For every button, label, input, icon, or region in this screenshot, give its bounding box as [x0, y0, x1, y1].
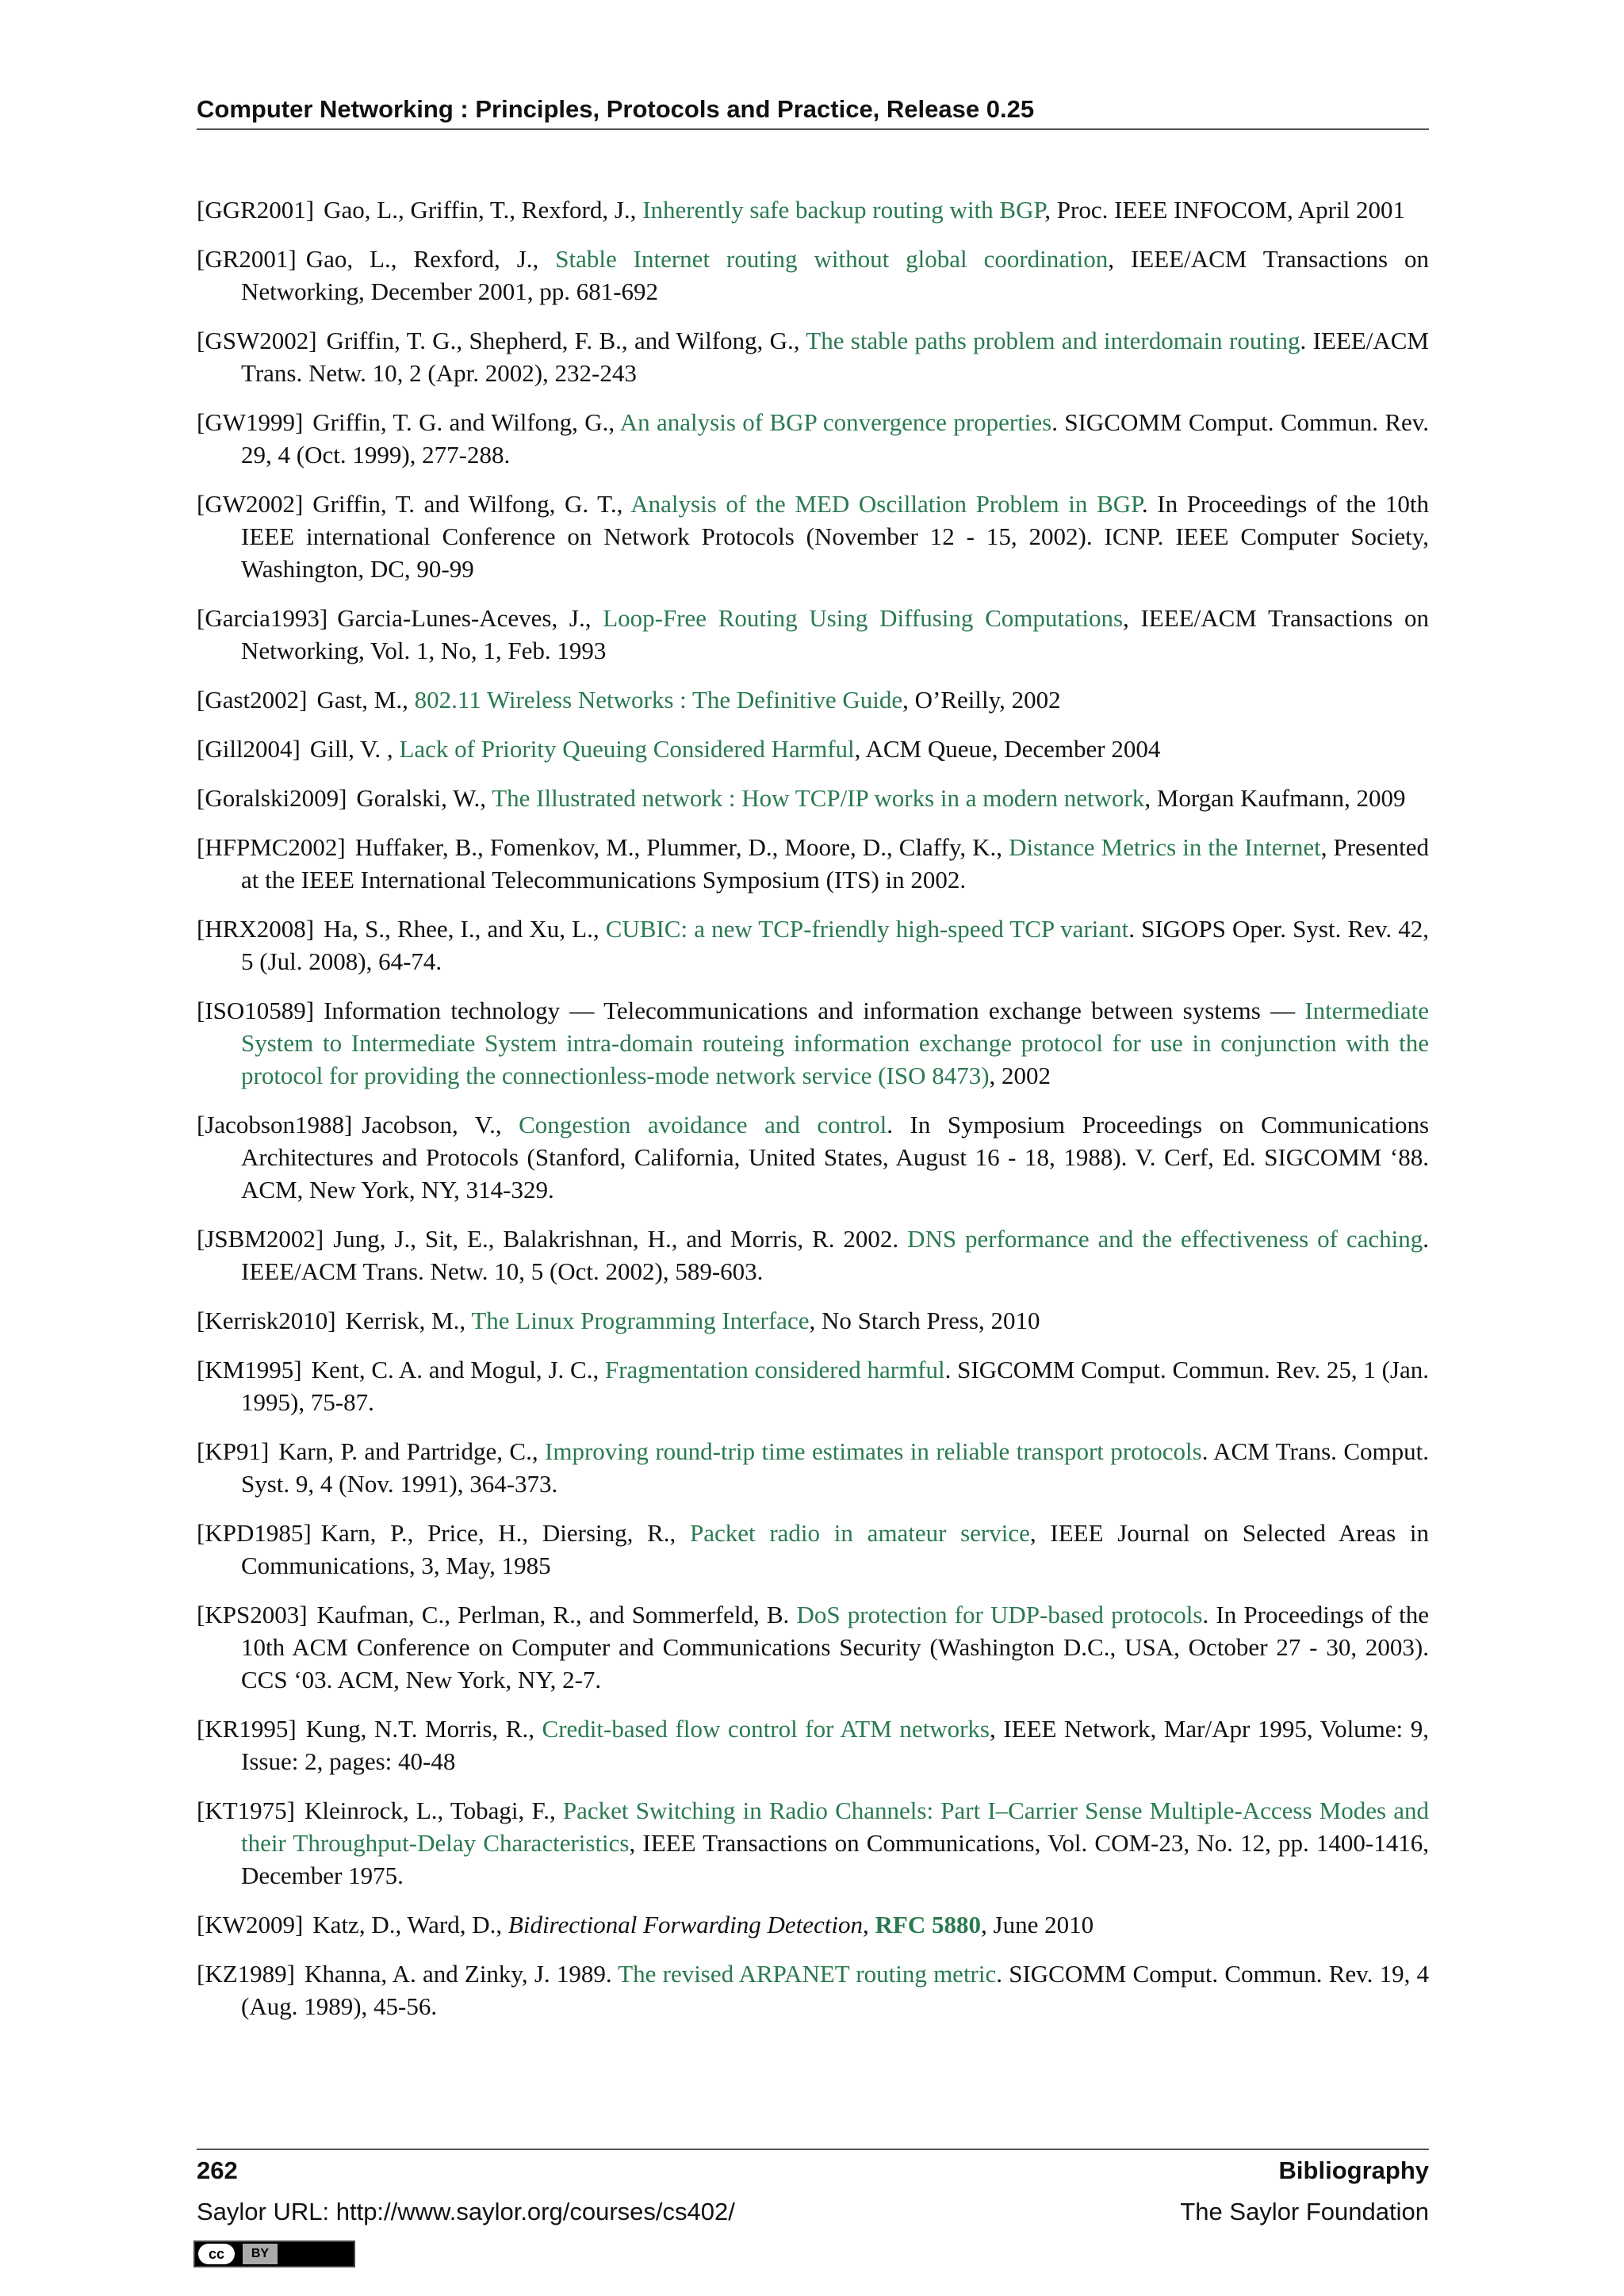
citation-key: [KZ1989] [197, 1960, 295, 1988]
citation-details: . ACM Trans. Comput. Syst. 9, 4 (Nov. 1991), 364-373. [241, 1437, 1429, 1498]
citation-key: [ISO10589] [197, 997, 315, 1024]
citation-link[interactable]: The revised ARPANET routing metric [618, 1960, 997, 1988]
section-name: Bibliography [1278, 2156, 1429, 2184]
bib-entry [197, 1435, 1429, 1500]
bibliography-list [197, 193, 1429, 2039]
citation-authors: Griffin, T. and Wilfong, G. T., [312, 490, 631, 518]
citation-key: [HFPMC2002] [197, 833, 346, 861]
citation-link[interactable]: DNS performance and the effectiveness of caching [907, 1225, 1423, 1253]
citation-authors: Gill, V. , [309, 735, 400, 763]
citation-key: [JSBM2002] [197, 1225, 324, 1253]
citation-key: [GW2002] [197, 490, 304, 518]
citation-details: , Proc. IEEE INFOCOM, April 2001 [1044, 196, 1405, 224]
citation-details: , IEEE/ACM Transactions on Networking, December 2001, pp. 681-692 [241, 245, 1429, 305]
citation-authors: Ha, S., Rhee, I., and Xu, L., [324, 915, 606, 943]
bib-entry [197, 683, 1429, 716]
bib-entry [197, 913, 1429, 978]
citation-details: . In Proceedings of the 10th ACM Conference on Computer and Communications Security (Washington D.C., USA, October 27 - 30, 2003). CCS ‘03. ACM, New York, NY, 2-7. [241, 1601, 1429, 1693]
cc-logo-icon: cc [198, 2244, 235, 2264]
bib-entry [197, 1304, 1429, 1337]
citation-key: [KW2009] [197, 1911, 304, 1938]
citation-key: [GW1999] [197, 408, 304, 436]
citation-authors: Griffin, T. G., Shepherd, F. B., and Wilfong, G., [326, 327, 806, 354]
citation-authors: Kent, C. A. and Mogul, J. C., [311, 1356, 605, 1383]
citation-details: , 2002 [989, 1062, 1051, 1089]
citation-details: , O’Reilly, 2002 [902, 686, 1061, 714]
saylor-url[interactable]: Saylor URL: http://www.saylor.org/courses/cs402/ [197, 2198, 735, 2225]
by-attribution-icon: BY [243, 2244, 278, 2264]
citation-details: , IEEE/ACM Transactions on Networking, Vol. 1, No, 1, Feb. 1993 [241, 604, 1429, 664]
citation-authors: Garcia-Lunes-Aceves, J., [337, 604, 603, 632]
citation-title: Bidirectional Forwarding Detection [508, 1911, 864, 1938]
citation-details: , Presented at the IEEE International Telecommunications Symposium (ITS) in 2002. [241, 833, 1429, 894]
citation-details: , Morgan Kaufmann, 2009 [1144, 784, 1406, 812]
citation-details: . In Symposium Proceedings on Communications Architectures and Protocols (Stanford, California, United States, August 16 - 18, 1988). V. Cerf, Ed. SIGCOMM ‘88. ACM, New York, NY, 314-329. [241, 1111, 1430, 1203]
citation-authors: Karn, P., Price, H., Diersing, R., [320, 1519, 690, 1547]
citation-link[interactable]: Distance Metrics in the Internet [1009, 833, 1321, 861]
cc-by-license-icon[interactable] [193, 2241, 355, 2267]
citation-key: [KT1975] [197, 1797, 295, 1824]
citation-details: , No Starch Press, 2010 [809, 1307, 1040, 1334]
bib-entry [197, 1794, 1429, 1892]
citation-authors: Kaufman, C., Perlman, R., and Sommerfeld, B. [316, 1601, 797, 1628]
citation-key: [GR2001] [197, 245, 297, 273]
bib-entry [197, 1223, 1429, 1288]
citation-authors: Griffin, T. G. and Wilfong, G., [312, 408, 620, 436]
bib-entry [197, 324, 1429, 389]
citation-authors: Information technology — Telecommunications and information exchange between systems — [324, 997, 1305, 1024]
citation-key: [Jacobson1988] [197, 1111, 353, 1138]
citation-authors: Kung, N.T. Morris, R., [305, 1715, 542, 1743]
citation-key: [KPD1985] [197, 1519, 312, 1547]
footer-attribution [197, 2198, 1429, 2233]
bib-entry [197, 1712, 1429, 1777]
citation-link[interactable]: Improving round-trip time estimates in reliable transport protocols [545, 1437, 1202, 1465]
citation-key: [HRX2008] [197, 915, 315, 943]
citation-details: . SIGOPS Oper. Syst. Rev. 42, 5 (Jul. 2008), 64-74. [241, 915, 1429, 975]
bib-entry [197, 602, 1429, 667]
book-title: Computer Networking : Principles, Protocols and Practice, Release 0.25 [197, 95, 1035, 123]
bib-entry [197, 1517, 1429, 1582]
citation-details: . IEEE/ACM Trans. Netw. 10, 2 (Apr. 2002), 232-243 [241, 327, 1429, 387]
running-header [197, 90, 1429, 130]
citation-authors: Huffaker, B., Fomenkov, M., Plummer, D., Moore, D., Claffy, K., [354, 833, 1009, 861]
citation-key: [Gast2002] [197, 686, 308, 714]
citation-link[interactable]: Packet radio in amateur service [690, 1519, 1030, 1547]
citation-key: [KP91] [197, 1437, 270, 1465]
citation-authors: Jung, J., Sit, E., Balakrishnan, H., and Morris, R. 2002. [333, 1225, 908, 1253]
bib-entry [197, 1108, 1429, 1206]
citation-key: [Kerrisk2010] [197, 1307, 336, 1334]
citation-key: [GSW2002] [197, 327, 317, 354]
citation-authors: Goralski, W., [356, 784, 492, 812]
citation-details: . IEEE/ACM Trans. Netw. 10, 5 (Oct. 2002), 589-603. [241, 1225, 1430, 1285]
citation-key: [Garcia1993] [197, 604, 328, 632]
citation-authors: Gao, L., Griffin, T., Rexford, J., [324, 196, 643, 224]
bib-entry [197, 243, 1429, 308]
citation-authors: Gast, M., [316, 686, 415, 714]
bib-entry [197, 831, 1429, 896]
citation-authors: Khanna, A. and Zinky, J. 1989. [304, 1960, 619, 1988]
citation-authors: Kerrisk, M., [345, 1307, 472, 1334]
citation-link[interactable]: CUBIC: a new TCP-friendly high-speed TCP variant [605, 915, 1129, 943]
citation-key: [Gill2004] [197, 735, 301, 763]
citation-link[interactable]: 802.11 Wireless Networks : The Definitive Guide [414, 686, 903, 714]
citation-key: [GGR2001] [197, 196, 315, 224]
citation-details: , ACM Queue, December 2004 [854, 735, 1161, 763]
citation-link[interactable]: Analysis of the MED Oscillation Problem in BGP [630, 490, 1142, 518]
citation-link[interactable]: Fragmentation considered harmful [604, 1356, 945, 1383]
organization-name: The Saylor Foundation [1180, 2198, 1429, 2225]
citation-link[interactable]: Inherently safe backup routing with BGP [642, 196, 1045, 224]
bib-entry [197, 1957, 1429, 2022]
citation-authors: Gao, L., Rexford, J., [305, 245, 556, 273]
bib-entry [197, 782, 1429, 814]
citation-link[interactable]: Congestion avoidance and control [519, 1111, 887, 1138]
citation-key: [KR1995] [197, 1715, 297, 1743]
citation-key: [Goralski2009] [197, 784, 347, 812]
citation-authors: Kleinrock, L., Tobagi, F., [304, 1797, 563, 1824]
citation-link[interactable]: Credit-based flow control for ATM networks [542, 1715, 990, 1743]
citation-authors: Karn, P. and Partridge, C., [278, 1437, 546, 1465]
citation-details: , IEEE Transactions on Communications, Vol. COM-23, No. 12, pp. 1400-1416, December 1975. [241, 1829, 1429, 1889]
bib-entry [197, 193, 1429, 226]
citation-details: , June 2010 [981, 1911, 1094, 1938]
citation-link[interactable]: Loop-Free Routing Using Diffusing Computations [603, 604, 1124, 632]
page-footer [197, 2149, 1429, 2190]
citation-link[interactable]: Stable Internet routing without global coordination [555, 245, 1109, 273]
citation-key: [KPS2003] [197, 1601, 308, 1628]
bib-entry [197, 1908, 1429, 1941]
bib-entry [197, 733, 1429, 765]
citation-link[interactable]: Packet Switching in Radio Channels: Part I–Carrier Sense Multiple-Access Modes and their Throughput-Delay Characteristics [241, 1797, 1430, 1857]
citation-link[interactable]: The Linux Programming Interface [471, 1307, 810, 1334]
citation-details: . SIGCOMM Comput. Commun. Rev. 19, 4 (Aug. 1989), 45-56. [241, 1960, 1429, 2020]
citation-key: [KM1995] [197, 1356, 302, 1383]
bib-entry [197, 406, 1429, 471]
citation-link[interactable]: DoS protection for UDP-based protocols [796, 1601, 1203, 1628]
citation-details: , IEEE Network, Mar/Apr 1995, Volume: 9, Issue: 2, pages: 40-48 [241, 1715, 1429, 1775]
citation-link[interactable]: The stable paths problem and interdomain routing [806, 327, 1300, 354]
bib-entry [197, 1598, 1429, 1696]
bib-entry [197, 488, 1429, 585]
citation-authors: Jacobson, V., [362, 1111, 519, 1138]
page-number: 262 [197, 2156, 238, 2184]
citation-details: , IEEE Journal on Selected Areas in Communications, 3, May, 1985 [241, 1519, 1430, 1579]
citation-link[interactable]: Lack of Priority Queuing Considered Harmful [399, 735, 855, 763]
rfc-link[interactable]: RFC 5880 [875, 1911, 981, 1938]
citation-details: . SIGCOMM Comput. Commun. Rev. 29, 4 (Oct. 1999), 277-288. [241, 408, 1429, 469]
citation-separator: , [863, 1911, 875, 1938]
citation-link[interactable]: An analysis of BGP convergence properties [619, 408, 1052, 436]
citation-details: . In Proceedings of the 10th IEEE international Conference on Network Protocols (November 12 - 15, 2002). ICNP. IEEE Computer Society, Washington, DC, 90-99 [241, 490, 1429, 583]
citation-details: . SIGCOMM Comput. Commun. Rev. 25, 1 (Jan. 1995), 75-87. [241, 1356, 1429, 1416]
citation-authors: Katz, D., Ward, D., [312, 1911, 508, 1938]
bib-entry [197, 1353, 1429, 1418]
citation-link[interactable]: The Illustrated network : How TCP/IP works in a modern network [492, 784, 1145, 812]
bib-entry [197, 994, 1429, 1092]
citation-link[interactable]: Intermediate System to Intermediate System intra-domain routeing information exchange protocol for use in conjunction with the protocol for providing the connectionless-mode network service (ISO 8473) [241, 997, 1429, 1089]
